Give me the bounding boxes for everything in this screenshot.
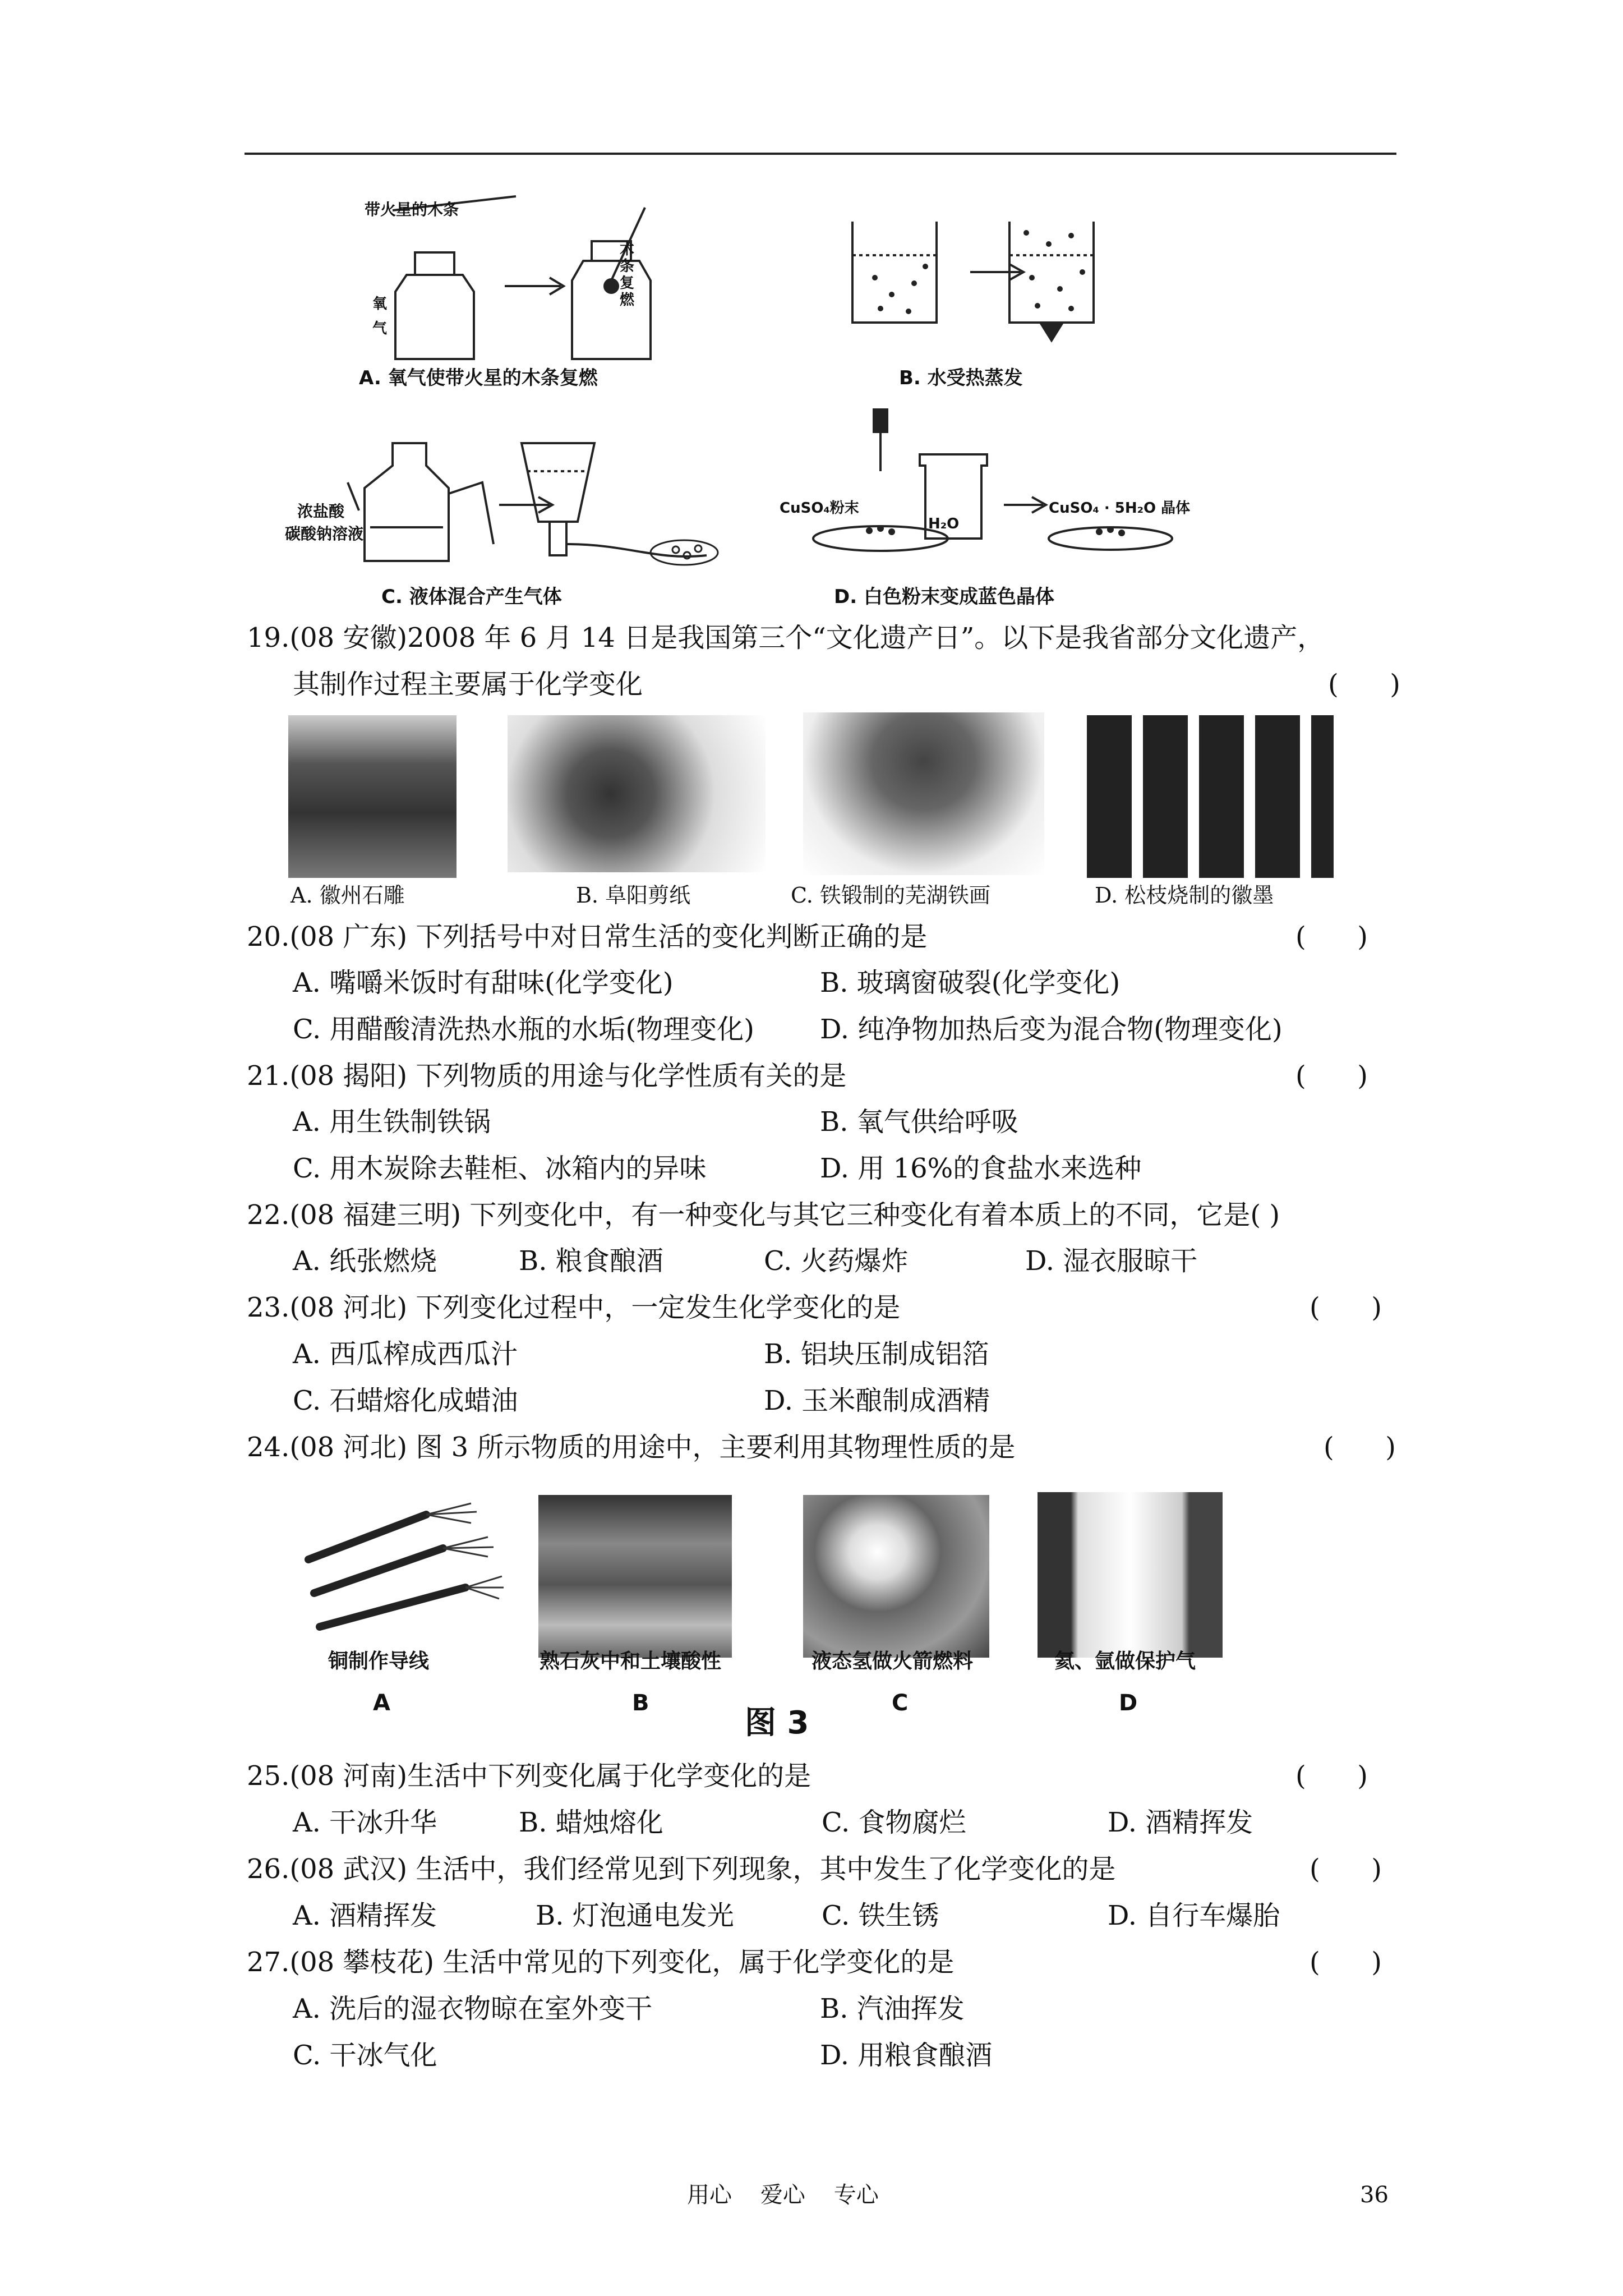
option-20c: C. 用醋酸清洗热水瓶的水垢(物理变化) — [293, 1014, 754, 1045]
option-22d: D. 湿衣服晾干 — [1025, 1245, 1198, 1277]
option-25a: A. 干冰升华 — [293, 1807, 437, 1838]
caption-18c: C. 液体混合产生气体 — [381, 586, 562, 608]
caption-24a: 铜制作导线 — [328, 1650, 430, 1673]
question-23-stem: 23.(08 河北) 下列变化过程中，一定发生化学变化的是 — [247, 1292, 901, 1323]
option-27a: A. 洗后的湿衣物晾在室外变干 — [293, 1993, 653, 2024]
caption-24b: 熟石灰中和土壤酸性 — [540, 1650, 722, 1673]
figure-funnel-bubbles — [516, 438, 751, 578]
answer-bracket-26[interactable]: ( ) — [1310, 1853, 1382, 1885]
question-20-stem: 20.(08 广东) 下列括号中对日常生活的变化判断正确的是 — [247, 921, 928, 953]
option-26a: A. 酒精挥发 — [293, 1900, 437, 1931]
header-rule — [245, 153, 1396, 155]
label-water: H₂O — [928, 516, 960, 532]
page-number: 36 — [1360, 2182, 1389, 2208]
figure-letter-d: D — [1119, 1690, 1138, 1716]
option-27c: C. 干冰气化 — [293, 2040, 437, 2071]
figure-letter-a: A — [373, 1690, 390, 1716]
label-gas: 氧气 — [372, 296, 388, 337]
photo-stone-carving — [288, 715, 457, 878]
option-25b: B. 蜡烛熔化 — [519, 1807, 663, 1838]
question-22-stem: 22.(08 福建三明) 下列变化中，有一种变化与其它三种变化有着本质上的不同，它是( ) — [247, 1199, 1280, 1231]
option-22c: C. 火药爆炸 — [764, 1245, 909, 1277]
photo-slaked-lime — [538, 1495, 732, 1658]
caption-18d: D. 白色粉末变成蓝色晶体 — [834, 586, 1054, 608]
option-21d: D. 用 16%的食盐水来选种 — [820, 1153, 1142, 1184]
option-23b: B. 铝块压制成铝箔 — [764, 1338, 989, 1370]
figure-cuso4 — [796, 404, 1413, 567]
caption-18b: B. 水受热蒸发 — [899, 367, 1023, 389]
figure-water-evaporation — [841, 210, 1110, 345]
option-25d: D. 酒精挥发 — [1108, 1807, 1253, 1838]
label-relight: 木条复燃 — [620, 241, 635, 309]
figure-letter-c: C — [892, 1690, 909, 1716]
caption-19c: C. 铁锻制的芜湖铁画 — [791, 883, 990, 908]
question-25-stem: 25.(08 河南)生活中下列变化属于化学变化的是 — [247, 1760, 811, 1792]
photo-ink-sticks — [1087, 715, 1334, 878]
answer-bracket-25[interactable]: ( ) — [1295, 1760, 1368, 1792]
photo-rocket-launch — [803, 1495, 989, 1658]
option-27d: D. 用粮食酿酒 — [820, 2040, 993, 2071]
option-20b: B. 玻璃窗破裂(化学变化) — [820, 967, 1121, 999]
answer-bracket-21[interactable]: ( ) — [1295, 1060, 1368, 1092]
label-cuso4-powder: CuSO₄粉末 — [780, 500, 859, 517]
option-23c: C. 石蜡熔化成蜡油 — [293, 1385, 518, 1416]
photo-welding-gas — [1038, 1492, 1223, 1658]
question-24-stem: 24.(08 河北) 图 3 所示物质的用途中，主要利用其物理性质的是 — [247, 1432, 1016, 1463]
answer-bracket-24[interactable]: ( ) — [1324, 1432, 1396, 1463]
figure-letter-b: B — [632, 1690, 649, 1716]
option-27b: B. 汽油挥发 — [820, 1993, 965, 2024]
label-crystal: CuSO₄ · 5H₂O 晶体 — [1049, 500, 1191, 517]
caption-19a: A. 徽州石雕 — [291, 883, 405, 908]
question-26-stem: 26.(08 武汉) 生活中，我们经常见到下列现象，其中发生了化学变化的是 — [247, 1853, 1116, 1885]
option-26b: B. 灯泡通电发光 — [536, 1900, 734, 1931]
photo-copper-wires — [303, 1498, 505, 1644]
caption-18a: A. 氧气使带火星的木条复燃 — [359, 367, 598, 389]
option-26d: D. 自行车爆胎 — [1108, 1900, 1280, 1931]
label-splint: 带火星的木条 — [365, 200, 459, 219]
figure-title: 图 3 — [745, 1705, 809, 1741]
option-21a: A. 用生铁制铁锅 — [293, 1106, 491, 1138]
question-21-stem: 21.(08 揭阳) 下列物质的用途与化学性质有关的是 — [247, 1060, 847, 1092]
option-22b: B. 粮食酿酒 — [519, 1245, 663, 1277]
label-solution: 碳酸钠溶液 — [285, 524, 364, 543]
question-19-stem-2: 其制作过程主要属于化学变化 — [293, 669, 643, 700]
question-27-stem: 27.(08 攀枝花) 生活中常见的下列变化，属于化学变化的是 — [247, 1947, 955, 1978]
caption-19d: D. 松枝烧制的徽墨 — [1095, 883, 1274, 908]
footer-motto: 用心 爱心 专心 — [687, 2182, 879, 2208]
option-20a: A. 嘴嚼米饭时有甜味(化学变化) — [293, 967, 674, 999]
option-20d: D. 纯净物加热后变为混合物(物理变化) — [820, 1014, 1283, 1045]
label-acid: 浓盐酸 — [297, 502, 345, 521]
answer-bracket-27[interactable]: ( ) — [1310, 1947, 1382, 1978]
answer-bracket-20[interactable]: ( ) — [1295, 921, 1368, 953]
caption-19b: B. 阜阳剪纸 — [576, 883, 691, 908]
option-21c: C. 用木炭除去鞋柜、冰箱内的异味 — [293, 1153, 707, 1184]
answer-bracket-19[interactable]: ( ) — [1328, 669, 1400, 700]
option-23a: A. 西瓜榨成西瓜汁 — [293, 1338, 518, 1370]
answer-bracket-23[interactable]: ( ) — [1310, 1292, 1382, 1323]
caption-24c: 液态氢做火箭燃料 — [811, 1650, 974, 1673]
photo-paper-cutting — [508, 715, 766, 872]
option-21b: B. 氧气供给呼吸 — [820, 1106, 1018, 1138]
option-23d: D. 玉米酿制成酒精 — [764, 1385, 990, 1416]
question-19-stem: 19.(08 安徽)2008 年 6 月 14 日是我国第三个“文化遗产日”。以下是我省部分文化遗产， — [247, 622, 1325, 654]
option-22a: A. 纸张燃烧 — [293, 1245, 437, 1277]
option-25c: C. 食物腐烂 — [822, 1807, 966, 1838]
photo-iron-painting — [803, 712, 1044, 875]
caption-24d: 氦、氩做保护气 — [1054, 1650, 1196, 1673]
option-26c: C. 铁生锈 — [822, 1900, 939, 1931]
